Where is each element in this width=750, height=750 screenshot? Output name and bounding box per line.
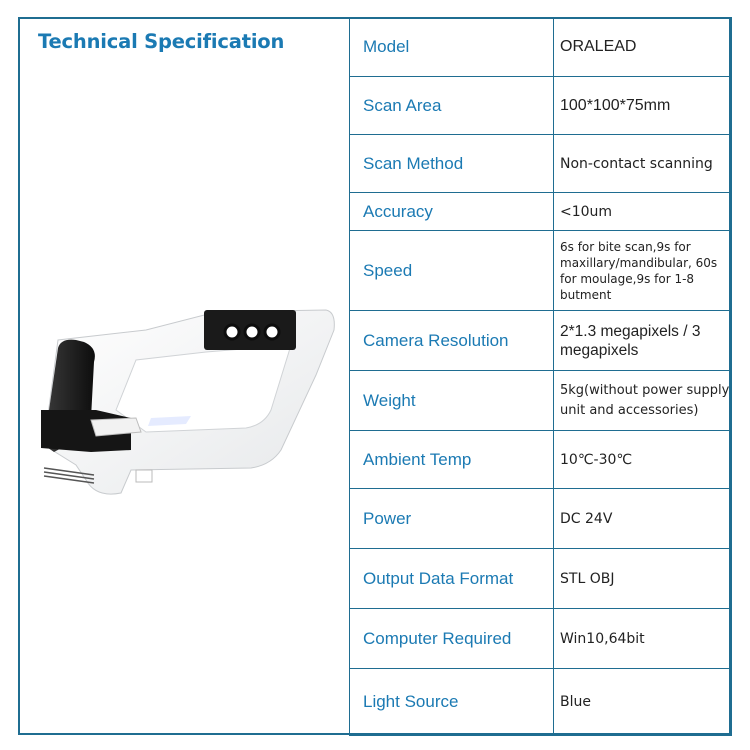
spec-row-ambient-temp [350,431,732,489]
spec-table [349,17,732,736]
spec-value: 6s for bite scan,9s for maxillary/mandibular, 60s for moulage,9s for 1-8 butment [554,231,732,311]
spec-label: Ambient Temp [350,431,554,489]
spec-value: 5kg(without power supply unit and accessories) [554,371,732,431]
spec-value: Non-contact scanning [554,135,732,193]
spec-row-scan-method [350,135,732,193]
spec-row-weight [350,371,732,431]
spec-value: <10um [554,193,732,231]
spec-row-computer-required [350,609,732,669]
spec-label: Computer Required [350,609,554,669]
spec-row-power [350,489,732,549]
spec-label: Model [350,18,554,77]
spec-row-scan-area [350,77,732,135]
spec-value: DC 24V [554,489,732,549]
spec-row-speed [350,231,732,311]
camera-lens-icon [265,325,279,339]
spec-row-output-data-format [350,549,732,609]
camera-lens-icon [225,325,239,339]
spec-row-accuracy [350,193,732,231]
spec-value: ORALEAD [554,18,732,77]
spec-row-light-source [350,669,732,736]
spec-label: Speed [350,231,554,311]
spec-label: Weight [350,371,554,431]
spec-label: Scan Method [350,135,554,193]
spec-value: 10℃-30℃ [554,431,732,489]
spec-value: STL OBJ [554,549,732,609]
spec-label: Power [350,489,554,549]
spec-value: Win10,64bit [554,609,732,669]
spec-row-model [350,18,732,77]
spec-value: Blue [554,669,732,736]
page-title: Technical Specification [38,30,285,53]
spec-label: Output Data Format [350,549,554,609]
scanner-device-image [36,300,346,500]
spec-row-camera-resolution [350,311,732,371]
spec-label: Accuracy [350,193,554,231]
camera-lens-icon [245,325,259,339]
spec-label: Scan Area [350,77,554,135]
spec-value: 2*1.3 megapixels / 3 megapixels [554,311,732,371]
spec-label: Light Source [350,669,554,736]
spec-label: Camera Resolution [350,311,554,371]
spec-value: 100*100*75mm [554,77,732,135]
